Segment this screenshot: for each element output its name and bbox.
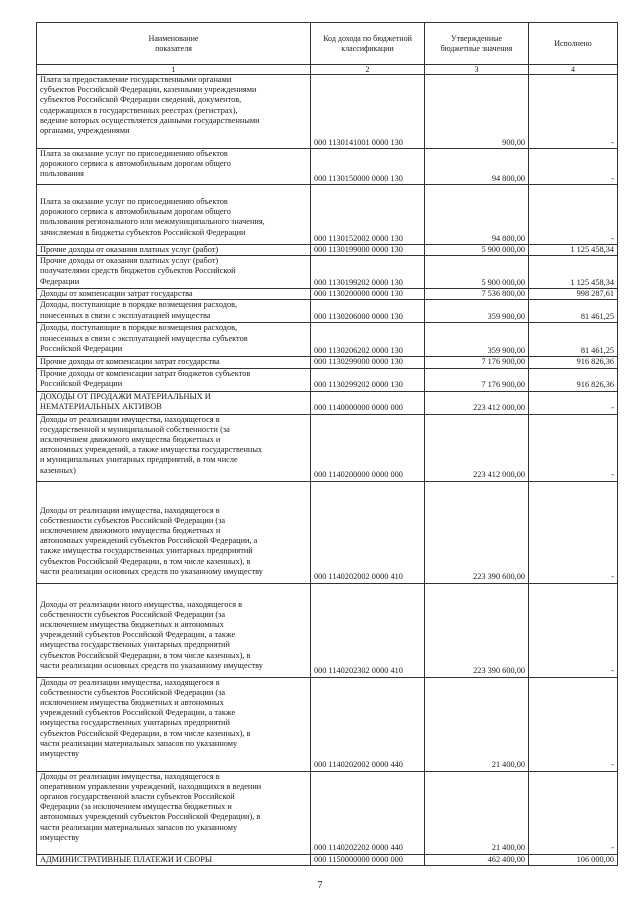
row-approved: 462 400,00: [425, 854, 529, 865]
row-approved: 359 900,00: [425, 300, 529, 323]
table-row: [37, 245, 618, 256]
row-code: 000 1140200000 0000 000: [311, 414, 425, 481]
row-done: 106 000,00: [529, 854, 618, 865]
row-done: 998 287,61: [529, 289, 618, 300]
row-approved: 359 900,00: [425, 323, 529, 357]
row-code: 000 1130200000 0000 130: [311, 289, 425, 300]
row-name: Доходы от компенсации затрат государства: [37, 289, 311, 300]
table-row: [37, 149, 618, 185]
row-code: 000 1130206000 0000 130: [311, 300, 425, 323]
row-approved: 7 176 900,00: [425, 368, 529, 391]
row-done: -: [529, 481, 618, 583]
column-number-4: 4: [529, 65, 618, 75]
table-row: [37, 854, 618, 865]
row-code: 000 1130206202 0000 130: [311, 323, 425, 357]
row-name: Плата за предоставление государственными органами субъектов Российской Федерации, казенными учреждениями субъектов Российской Федерации сведений, документов, содержащихся в государственных реестрах (регистрах), ведение которых осуществляется данными государственными органами, учреждениями: [37, 75, 311, 149]
row-approved: 7 536 800,00: [425, 289, 529, 300]
row-name: ДОХОДЫ ОТ ПРОДАЖИ МАТЕРИАЛЬНЫХ И НЕМАТЕРИАЛЬНЫХ АКТИВОВ: [37, 391, 311, 414]
row-name: Прочие доходы от компенсации затрат государства: [37, 357, 311, 368]
row-code: 000 1140202002 0000 410: [311, 481, 425, 583]
header-row: [37, 23, 618, 65]
row-name: Прочие доходы от оказания платных услуг (работ): [37, 245, 311, 256]
header-approved: Утвержденные бюджетные значения: [425, 23, 529, 65]
row-code: 000 1140202202 0000 440: [311, 771, 425, 854]
row-code: 000 1130299202 0000 130: [311, 368, 425, 391]
budget-table: [36, 22, 618, 866]
table-row: [37, 185, 618, 245]
row-name: Доходы, поступающие в порядке возмещения расходов, понесенных в связи с эксплуатацией имущества: [37, 300, 311, 323]
page-number: 7: [317, 880, 323, 891]
header-code: Код дохода по бюджетной классификации: [311, 23, 425, 65]
row-name: Прочие доходы от оказания платных услуг (работ) получателями средств бюджетов субъектов Российской Федерации: [37, 256, 311, 289]
table-row: [37, 289, 618, 300]
column-number-2: 2: [311, 65, 425, 75]
table-row: [37, 677, 618, 771]
table-row: [37, 323, 618, 357]
row-approved: 21 400,00: [425, 677, 529, 771]
row-done: -: [529, 391, 618, 414]
row-approved: 7 176 900,00: [425, 357, 529, 368]
row-done: 916 826,36: [529, 357, 618, 368]
row-code: 000 1140000000 0000 000: [311, 391, 425, 414]
table-row: [37, 414, 618, 481]
row-approved: 94 800,00: [425, 185, 529, 245]
row-code: 000 1140202002 0000 440: [311, 677, 425, 771]
row-code: 000 1130152002 0000 130: [311, 185, 425, 245]
row-approved: 5 900 000,00: [425, 245, 529, 256]
table-row: [37, 357, 618, 368]
row-name: Доходы от реализации имущества, находящегося в оперативном управлении учреждений, находящихся в ведении органов государственной власти субъектов Российской Федерации (за исключением имущества бюджетных и автономных учреждений субъектов Российской Федерации), в части реализации материальных запасов по указанному имуществу: [37, 771, 311, 854]
row-done: -: [529, 149, 618, 185]
row-code: 000 1150000000 0000 000: [311, 854, 425, 865]
row-code: 000 1130199202 0000 130: [311, 256, 425, 289]
row-code: 000 1130199000 0000 130: [311, 245, 425, 256]
row-code: 000 1130150000 0000 130: [311, 149, 425, 185]
row-approved: 900,00: [425, 75, 529, 149]
header-done: Исполнено: [529, 23, 618, 65]
column-number-3: 3: [425, 65, 529, 75]
column-number-1: 1: [37, 65, 311, 75]
row-done: 1 125 458,34: [529, 245, 618, 256]
table-row: [37, 583, 618, 677]
row-approved: 223 412 000,00: [425, 391, 529, 414]
table-row: [37, 771, 618, 854]
row-name: Доходы от реализации имущества, находящегося в государственной и муниципальной собственности (за исключением движимого имущества бюджетных и автономных учреждений, а также имущества государственных и муниципальных унитарных предприятий, в том числе казенных): [37, 414, 311, 481]
row-done: -: [529, 185, 618, 245]
table-row: [37, 368, 618, 391]
row-approved: 94 800,00: [425, 149, 529, 185]
row-name: Доходы от реализации имущества, находящегося в собственности субъектов Российской Федерации (за исключением имущества бюджетных и автономных учреждений субъектов Российской Федерации, а также имущества государственных унитарных предприятий субъектов Российской Федерации, в том числе казенных), в части реализации материальных запасов по указанному имуществу: [37, 677, 311, 771]
row-done: 916 826,36: [529, 368, 618, 391]
row-done: 1 125 458,34: [529, 256, 618, 289]
table-row: [37, 256, 618, 289]
row-approved: 223 390 600,00: [425, 583, 529, 677]
row-name: Плата за оказание услуг по присоединению объектов дорожного сервиса к автомобильным дорогам общего пользования регионального или межмуниципального значения, зачисляемая в бюджеты субъектов Российской Федерации: [37, 185, 311, 245]
row-approved: 223 390 600,00: [425, 481, 529, 583]
row-approved: 5 900 000,00: [425, 256, 529, 289]
table-row: [37, 300, 618, 323]
table-row: [37, 481, 618, 583]
row-done: 81 461,25: [529, 323, 618, 357]
row-name: Доходы от реализации иного имущества, находящегося в собственности субъектов Российской Федерации (за исключением имущества бюджетных и автономных учреждений субъектов Российской Федерации, а также имущества государственных унитарных предприятий субъектов Российской Федерации, в том числе казенных), в части реализации основных средств по указанному имуществу: [37, 583, 311, 677]
column-number-row: [37, 65, 618, 75]
table-row: [37, 391, 618, 414]
table-row: [37, 75, 618, 149]
row-approved: 21 400,00: [425, 771, 529, 854]
row-name: Прочие доходы от компенсации затрат бюджетов субъектов Российской Федерации: [37, 368, 311, 391]
row-code: 000 1130141001 0000 130: [311, 75, 425, 149]
row-done: -: [529, 75, 618, 149]
row-done: -: [529, 583, 618, 677]
row-name: АДМИНИСТРАТИВНЫЕ ПЛАТЕЖИ И СБОРЫ: [37, 854, 311, 865]
row-name: Доходы от реализации имущества, находящегося в собственности субъектов Российской Федерации (за исключением движимого имущества бюджетных и автономных учреждений субъектов Российской Федерации, а также имущества государственных унитарных предприятий субъектов Российской Федерации, в том числе казенных), в части реализации основных средств по указанному имуществу: [37, 481, 311, 583]
row-name: Плата за оказание услуг по присоединению объектов дорожного сервиса к автомобильным дорогам общего пользования: [37, 149, 311, 185]
row-done: 81 461,25: [529, 300, 618, 323]
row-code: 000 1140202302 0000 410: [311, 583, 425, 677]
row-done: -: [529, 414, 618, 481]
row-code: 000 1130299000 0000 130: [311, 357, 425, 368]
row-done: -: [529, 677, 618, 771]
row-name: Доходы, поступающие в порядке возмещения расходов, понесенных в связи с эксплуатацией имущества субъектов Российской Федерации: [37, 323, 311, 357]
row-done: -: [529, 771, 618, 854]
row-approved: 223 412 000,00: [425, 414, 529, 481]
header-name: Наименование показателя: [37, 23, 311, 65]
